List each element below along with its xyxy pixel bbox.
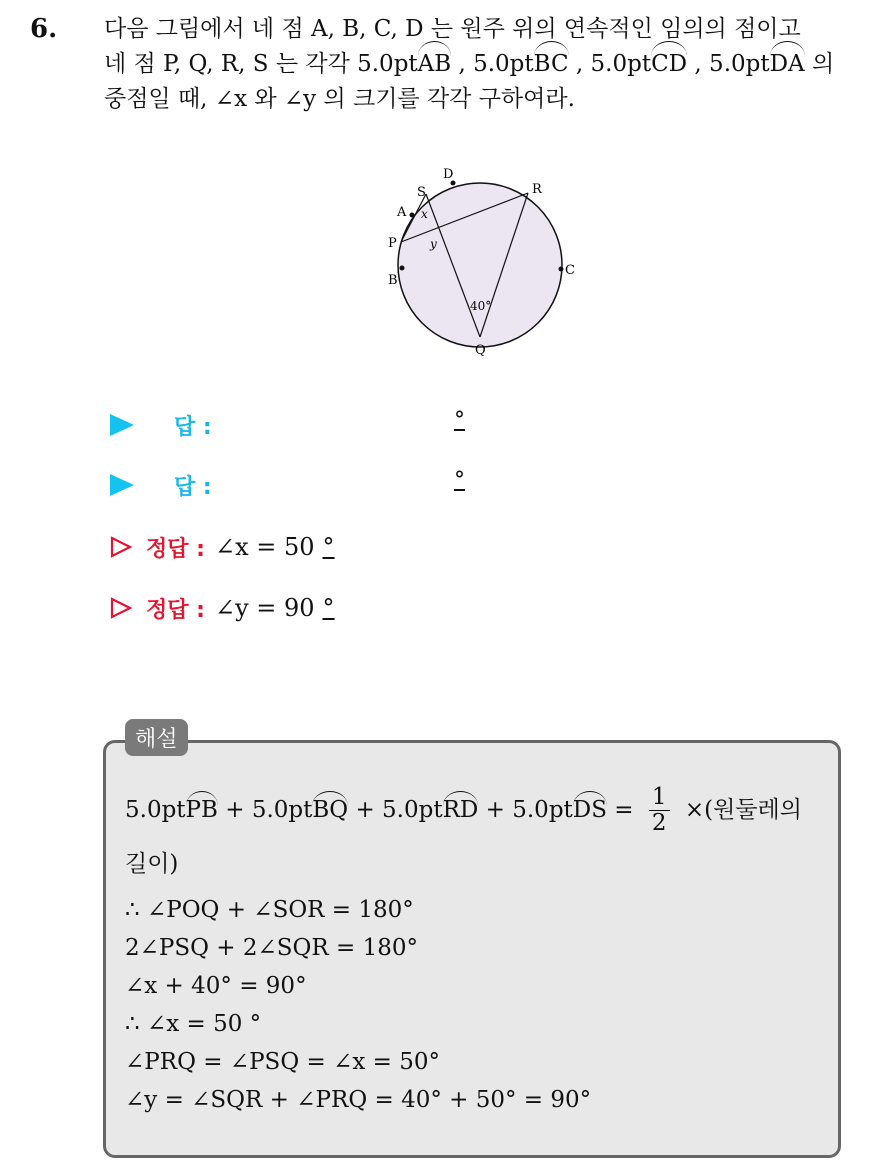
question-line-1: 다음 그림에서 네 점 A, B, C, D 는 원주 위의 연속적인 임의의 점이고	[104, 16, 801, 42]
label-c: C	[565, 263, 575, 278]
arc-da: DA	[770, 47, 805, 82]
arc-pb: PB	[185, 796, 218, 823]
answer-label: 답 :	[174, 414, 212, 440]
correct-answer-row-1	[110, 527, 335, 567]
solution-line-1: 5.0ptPB + 5.0ptBQ + 5.0ptRD + 5.0ptDS = $\frac{1}{2}$ ×(원둘레의	[125, 784, 802, 837]
arc-bq: BQ	[312, 796, 349, 823]
arc-cd: CD	[651, 47, 687, 82]
answer-label: 답 :	[174, 474, 212, 500]
answer-row-2	[110, 465, 212, 505]
answer-degree-1: °	[454, 408, 465, 433]
correct-answer-row-2	[110, 588, 335, 628]
correct-answer-x: ∠x = 50	[214, 533, 315, 561]
arc-bc: BC	[534, 47, 569, 82]
solution-line-2: 길이)	[125, 851, 179, 877]
solution-line-8: ∠y = ∠SQR + ∠PRQ = 40° + 50° = 90°	[125, 1087, 592, 1113]
label-r: R	[532, 182, 542, 197]
arc-ab: AB	[418, 47, 452, 82]
solution-line-7: ∠PRQ = ∠PSQ = ∠x = 50°	[125, 1049, 440, 1075]
arc-rd: RD	[442, 796, 479, 823]
answer-row-1	[110, 405, 212, 445]
correct-answer-label: 정답 :	[146, 536, 205, 562]
correct-degree-x: °	[322, 533, 335, 561]
label-y: y	[430, 237, 437, 251]
fraction-one-half: $\frac{1}{2}$	[649, 785, 670, 837]
answer-degree-2: °	[454, 468, 465, 493]
point-b	[400, 266, 405, 271]
label-a: A	[397, 205, 407, 220]
correct-degree-y: °	[322, 594, 335, 622]
solution-line-4: 2∠PSQ + 2∠SQR = 180°	[125, 935, 419, 961]
arc-ds: DS	[572, 796, 607, 823]
label-p: P	[388, 236, 397, 251]
question-line-3: 중점일 때, ∠x 와 ∠y 의 크기를 각각 구하여라.	[104, 86, 575, 112]
question-text	[104, 12, 864, 117]
question-number: 6.	[30, 14, 58, 44]
solution-tag: 해설	[125, 719, 188, 756]
outline-triangle-icon	[110, 597, 132, 619]
solution-line-5: ∠x + 40° = 90°	[125, 973, 307, 999]
solution-line-6: ∴ ∠x = 50 °	[125, 1011, 262, 1037]
point-c	[559, 267, 564, 272]
outline-triangle-icon	[110, 536, 132, 558]
label-s: S	[417, 185, 426, 200]
label-b: B	[388, 273, 398, 288]
solution-line-3: ∴ ∠POQ + ∠SOR = 180°	[125, 897, 414, 923]
label-x: x	[421, 207, 428, 221]
point-a	[410, 213, 415, 218]
label-40deg: 40°	[470, 299, 492, 313]
circle-figure	[380, 160, 590, 360]
question-line-2: 네 점 P, Q, R, S 는 각각 5.0ptAB , 5.0ptBC , 5.0ptCD , 5.0ptDA 의	[104, 47, 864, 82]
correct-answer-y: ∠y = 90	[214, 594, 315, 622]
correct-answer-label: 정답 :	[146, 597, 205, 623]
label-q: Q	[475, 343, 486, 358]
play-icon	[110, 474, 134, 496]
label-d: D	[443, 167, 454, 182]
play-icon	[110, 414, 134, 436]
